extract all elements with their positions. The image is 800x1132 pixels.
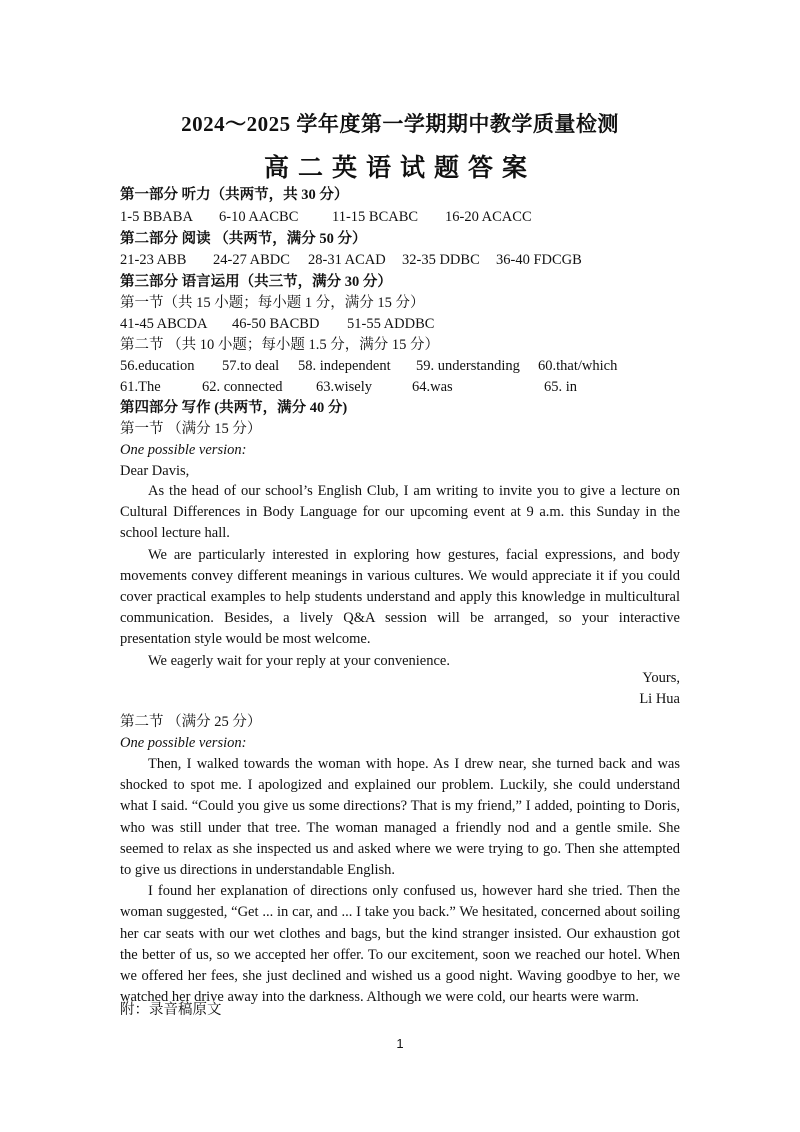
document-subtitle: 高二英语试题答案 <box>263 155 536 182</box>
fill-answer: 63.wisely <box>316 379 372 395</box>
part4-heading: 第四部分 写作 (共两节，满分 40 分) <box>120 400 348 416</box>
answer-group: 46-50 BACBD <box>232 316 320 332</box>
fill-answer: 65. in <box>544 379 578 395</box>
answer-group: 21-23 ABB <box>120 252 187 268</box>
letter-closing: Yours, <box>642 670 680 686</box>
part2-heading: 第二部分 阅读 （共两节，满分 50 分） <box>120 231 367 247</box>
answer-group: 51-55 ADDBC <box>347 316 435 332</box>
answer-group: 1-5 BBABA <box>120 209 193 225</box>
part3-heading: 第三部分 语言运用（共三节，满分 30 分） <box>120 274 392 290</box>
part3-section1-heading: 第一节（共 15 小题；每小题 1 分，满分 15 分） <box>120 295 425 311</box>
letter-body <box>120 481 680 672</box>
letter-paragraph: We are particularly interested in exploring how gestures, facial expressions, and body movements convey different meanings in various cultures. We would appreciate it if you could cover practical examples to help students understand and apply this knowledge in multicultural communication. Besides, a lively Q&A session will be arranged, so your interactive presentation style would be most welcome. <box>120 546 680 648</box>
fill-answer: 60.that/which <box>538 358 618 374</box>
model-version-label: One possible version: <box>120 735 247 751</box>
answer-group: 11-15 BCABC <box>332 209 419 225</box>
story-paragraph: Then, I walked towards the woman with hope. As I drew near, she turned back and was shocked to spot me. I apologized and explained our problem. Luckily, she could understand what I said. “Could you give us some directions? That is my friend,” I added, pointing to Doris, who was still under that tree. The woman managed a friendly nod and a gentle smile. She seemed to relax as she inspected us and asked where we were trying to go. Then she attempted to give us directions in understandable English. <box>120 756 680 879</box>
part3-section2-row2 <box>120 377 680 397</box>
part3-section1-answers-row <box>120 314 680 334</box>
answer-group: 32-35 DDBC <box>402 252 480 268</box>
part4-section2-heading: 第二节 （满分 25 分） <box>120 714 262 730</box>
part3-section2-row1 <box>120 356 680 376</box>
answer-group: 28-31 ACAD <box>308 252 386 268</box>
answer-group: 41-45 ABCDA <box>120 316 208 332</box>
fill-answer: 57.to deal <box>222 358 280 374</box>
model-version-label: One possible version: <box>120 442 247 458</box>
page-number: 1 <box>396 1036 404 1051</box>
letter-paragraph: As the head of our school’s English Club, I am writing to invite you to give a lecture on Cultural Differences in Body Language for our upcoming event at 9 a.m. this Sunday in the school lecture hall. <box>120 483 680 542</box>
fill-answer: 61.The <box>120 379 161 395</box>
answer-group: 6-10 AACBC <box>219 209 299 225</box>
letter-signature: Li Hua <box>639 691 680 707</box>
fill-answer: 62. connected <box>202 379 283 395</box>
document-title: 2024～2025 学年度第一学期期中教学质量检测 <box>181 112 619 136</box>
fill-answer: 64.was <box>412 379 453 395</box>
story-paragraph: I found her explanation of directions only confused us, however hard she tried. Then the woman suggested, “Get ... in car, and ... I take you back.” We hesitated, concerned about soiling her car seats with our wet clothes and bags, but the kind stranger insisted. Our exhaustion got the better of us, so we accepted her offer. To our excitement, soon we reached our hotel. When we offered her fees, she just declined and wished us a good night. Waving goodbye to her, we watched her drive away into the darkness. Although we were cold, our hearts were warm. <box>120 883 680 1006</box>
fill-answer: 58. independent <box>298 358 391 374</box>
story-body <box>120 754 680 1008</box>
letter-greeting: Dear Davis, <box>120 463 190 479</box>
letter-paragraph: We eagerly wait for your reply at your convenience. <box>148 652 450 669</box>
fill-answer: 56.education <box>120 358 195 374</box>
part2-answers-row <box>120 250 680 270</box>
fill-answer: 59. understanding <box>416 358 520 374</box>
part4-section1-heading: 第一节 （满分 15 分） <box>120 421 262 437</box>
answer-group: 16-20 ACACC <box>445 209 532 225</box>
part1-heading: 第一部分 听力（共两节，共 30 分） <box>120 187 349 203</box>
appendix-label: 附：录音稿原文 <box>120 1002 222 1018</box>
answer-group: 24-27 ABDC <box>213 252 290 268</box>
part1-answers-row <box>120 207 680 227</box>
answer-group: 36-40 FDCGB <box>496 252 582 268</box>
part3-section2-heading: 第二节 （共 10 小题；每小题 1.5 分，满分 15 分） <box>120 337 439 353</box>
